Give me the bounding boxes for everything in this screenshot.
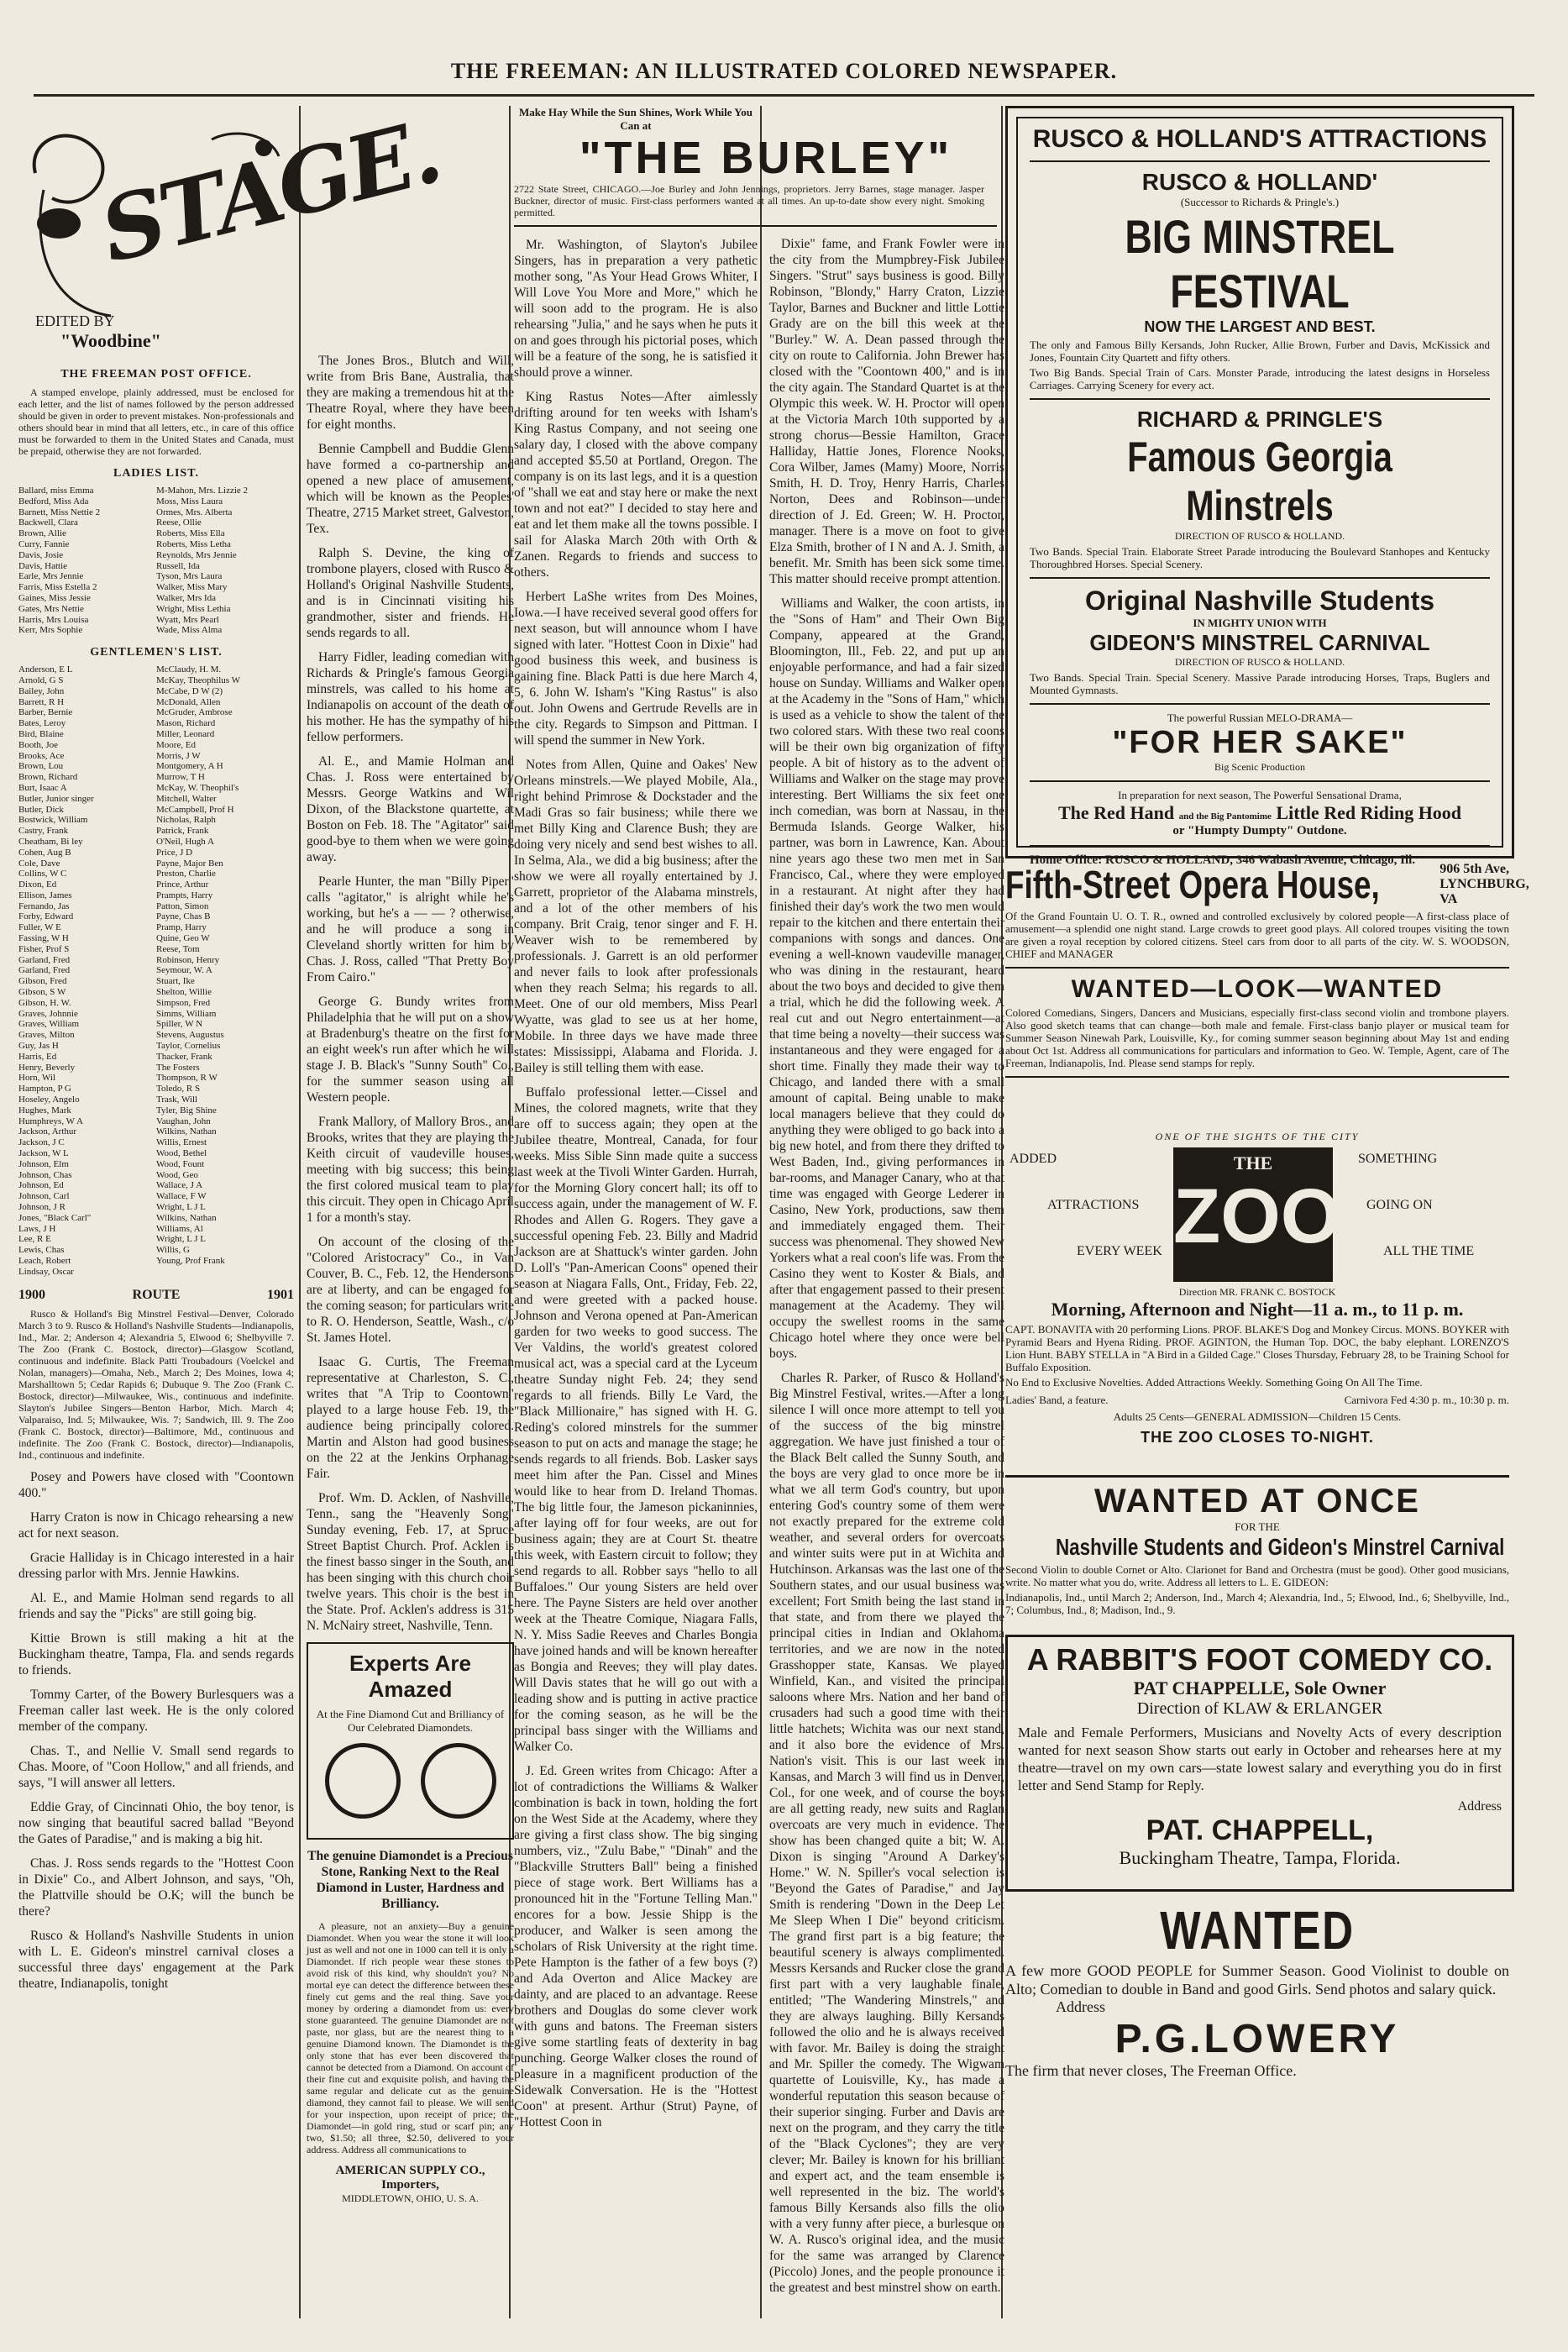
list-item: Payne, Major Ben <box>156 858 223 869</box>
gentlemen-list-title: GENTLEMEN'S LIST. <box>90 646 223 659</box>
article-paragraph: Chas. J. Ross sends regards to the "Hottest Coon in Dixie" Co., and Albert Johnson, and says, "Oh, the Plattville should be O.K; will the bunch be there? <box>18 1856 294 1919</box>
list-item: Cheatham, Bi ley <box>18 836 83 847</box>
wanted2-text: A few more GOOD PEOPLE for Summer Season. Good Violinist to double on Alto; Comedian to double in Band and good Girls. Send photos and salary quick. <box>1005 1962 1509 1998</box>
burley-sub: 2722 State Street, CHICAGO.—Joe Burley and John Jennings, proprietors. Jerry Barnes, stage manager. Jasper Buckner, director of music. First-class performers wanted at all times. An up-to-date show every night. Smoking permitted. <box>514 183 984 218</box>
list-item: Taylor, Cornelius <box>156 1041 221 1052</box>
rabbits-foot-ad <box>1005 1635 1514 1892</box>
article-paragraph: Isaac G. Curtis, The Freeman representative at Charleston, S. C., writes that "A Trip to Coontown" played to a large house Feb. 19, the audience being principally colored. Martin and Alston had good business on the 22 at the Jenkins Orphanage Fair. <box>307 1355 514 1481</box>
route-text: Rusco & Holland's Big Minstrel Festival—Denver, Colorado March 3 to 9. Rusco & Holland's Nashville Students—Indianapolis, Ind., Mar. 2; Anderson 4; Alexandria 5, Elwood 6; Shelbyville 7. The Zoo (Frank C. Bostock, director)—Glasgow Scotland, continuous and indefinite. Black Patti Troubadours (Voelckel and Nolan, managers)—Omaha, Neb., March 2; Des Moines, Iowa 4; Marshalltown 5; Cedar Rapids 6; Dubuque 9. The Zoo (Frank C. Bostock, director)—Milwaukee, Wis., continuous and indefinite. Slayton's Jubilee Singers—Benton Harbor, Mich. March 4; Valparaiso, Ind. 5; Milwaukee, Wis. 7; Sandwich, Ill. 9. The Zoo (Frank C. Bostock, director)—Baltimore, Md., continuous and indefinite. The Zoo (Frank C. Bostock, director)—Indianapolis, Ind., continuous and indefinite. <box>18 1307 294 1461</box>
wanted2-firm: The firm that never closes, The Freeman Office. <box>1005 2062 1297 2079</box>
list-item: Walker, Miss Mary <box>156 582 228 593</box>
list-item: Wood, Bethel <box>156 1148 207 1159</box>
article-paragraph: Charles R. Parker, of Rusco & Holland's Big Minstrel Festival, writes.—After a long silence I will once more attempt to tell you of the success of the big minstrel aggregation. We have just finished a tour of the Black Belt called the Sunny South, and the boys are very glad to once more be in what we all term God's country, but upon entering God's country some of them were not exactly prepared for the extreme cold weather, and several orders for overcoats and winter suits were put in at Wichita and Hutchinson. Arkansas was the last one of the Southern states, and our usual business was excellent; Fort Smith being the last stand in that state, and from there we played the principal cities in Indian and Oklahoma territories, and we are now in the noted Grasshopper state, Kansas. We played Winfield, Kan., and visited the principal saloons where Mrs. Nation and her band of crusaders had such a good time with their little hatchets; Wichita was our next stand, and it also bore the evidence of Mrs. Nation's visit. This is our last week in Kansas, and March 3 will find us in Denver, Col., for one week, and of course the boys are all getting ready, new suits and Raglan overcoats are very much in evidence. The show has been changed quite a bit; W. A. Dixon is singing "Around A Darkey's Home." W. N. Spiller's vocal selection is "Beyond the Gates of Paradise," and Jay Smith is rendering "Down in the Deep Let Me Sleep When I Die" beyond criticism. The grand first part is a big feature; the beautiful scenery is always complimented. Messrs Kersands and Rucker close the grand first part with a very laughable finale, entitled; "The Wandering Minstrels," and they are always laughing. Billy Kersands followed the olio and he is always received with favor. Mr. Bailey is doing the straight and Mr. Spiller the comedy. The Wigwam quartette of Louisville, Ky., has made a wonderful reputation this season because of their superior singing. Furber and Davis are next on the program, and they carry the title of the "Black Cyclones"; they are very clever; Mr. Bailey is known for his brilliant and expert act, and the team ensemble is well represented in the biz. The world's famous Billy Kersands also fills the olio with a very funny after piece, a burlesque on W. A. Rusco's original idea, and the music for the same was arranged by Clarence (Piccolo) Jones, and the people pronounce it the greatest and best minstrel show on earth. <box>769 1371 1004 2295</box>
list-item: Wright, L J L <box>156 1234 207 1245</box>
list-item: Bostwick, William <box>18 815 88 826</box>
list-item: Prampts, Harry <box>156 890 213 900</box>
list-item: Arnold, G S <box>18 675 64 685</box>
ladies-list-title: LADIES LIST. <box>113 467 199 480</box>
article-paragraph: Eddie Gray, of Cincinnati Ohio, the boy tenor, is now singing that beautiful sacred ballad "Beyond the Gates of Paradise," and is making a big hit. <box>18 1799 294 1846</box>
list-item: Davis, Hattie <box>18 560 68 571</box>
column-3b <box>769 236 1004 2327</box>
article-paragraph: Frank Mallory, of Mallory Bros., and Brooks, writes that they are playing the Keith circuit of vaudeville houses, meeting with big success; this being the first colored musical team to play this circuit. They open in Chicago April 1 for a month's stay. <box>307 1115 514 1225</box>
burley-name: "THE BURLEY" <box>579 133 953 183</box>
col3b-paragraphs <box>769 236 1004 2296</box>
burley-ad <box>514 106 953 183</box>
list-item: Price, J D <box>156 847 193 858</box>
list-item: Fernando, Jas <box>18 900 70 911</box>
list-item: Gibson, S W <box>18 987 66 998</box>
festival-text: The only and Famous Billy Kersands, John Rucker, Allie Brown, Furber and Davis, McKissick and Jones, Fountain City Quartett and fifty others. <box>1030 339 1490 364</box>
list-item: Murrow, T H <box>156 772 205 783</box>
list-item: Wood, Fount <box>156 1158 205 1169</box>
now-largest: NOW THE LARGEST AND BEST. <box>1144 318 1376 335</box>
list-item: Hoseley, Angelo <box>18 1095 80 1105</box>
list-item: Russell, Ida <box>156 560 200 571</box>
article-paragraph: Buffalo professional letter.—Cissel and Mines, the colored magnets, write that they are off to success again; they open at the Jubilee theatre, Montreal, Canada, for four weeks. Miss Sible Sinn made quite a success last week at the Tivoli Winter Garden. Hurrah, for the Morning Glory concert hall; its off to success again, under the management of W. F. Rhodes and Allen G. Rogers. They gave a successful opening Feb. 23. Billy and Madrid Jackson are at Shattuck's winter garden. John D. Loll's "Pan-American Coons" opened their season at Niagara Falls, Ont., Friday, Feb. 22, and were greeted with a packed house. Johnson and Verona opened at Pan-American garden for two weeks to good success. The Ver Valdins, the world's greatest colored musical act, was a special card at the Lyceum theatre Sunday night Feb. 24; they send regards to all friends. Billy Le Vard, the "Black Millionaire," has signed with H. G. Reding's colored minstrels for the summer season to put on acts and manage the stage; he sends regards to all friends. Bob. Lasker says meet him after the Pan. Cissel and Mines would like to hear from D. Ireland Thomas. The big little four, the Jameson pickaninnies, after laying off for four weeks, are out for business again; they are at Court St. theatre this week, with Eastern circuit to follow; they send regards to all. Robber says "hello to all Buffaloes." Our young Sisters are held over here. The Payne Sisters are held over another week at the Theatre Comique, Niagara Falls, N. Y. Miss Sadie Reeves and Charles Bongia have joined hands and will be known hereafter as Bongia and Reeves; they will play dates. Will Davis states that he will go out with a leading show and is putting in active practice for the coming season, as he will be the principal bass singer with the Williams and Walker Co. <box>514 1085 758 1754</box>
rabbit-theatre: Buckingham Theatre, Tampa, Florida. <box>1119 1847 1401 1868</box>
route-year-right: 1901 <box>267 1287 294 1302</box>
list-item: Morris, J W <box>156 750 201 761</box>
list-item: Earle, Mrs Jennie <box>18 571 84 582</box>
list-item: Ellison, James <box>18 890 72 900</box>
article-paragraph: Williams and Walker, the coon artists, in the "Sons of Ham" and Their Own Big Company, appeared at the Grand, Bloomington, Ill., Feb. 22, and put up an enjoyable performance, and had a fair sized house on Sunday. Williams and Walker open at the Academy in the "Sons of Ham," which is used as a vehicle to show the talent of the two colored stars. With these two real coons will be their own big organization of fifty people. A bit of history as to the advent of Williams and Walker on the stage may prove interesting. Bert Williams the six feet one inch comedian, was born at Nassau, in the Bermuda Islands. George Walker, his partner, was born in Lawrence, Kan. About nine years ago these two men met in San Francisco, Cal., where they were employed in a restaurant. At night after they had finished their day's work the two men would repair to the kitchen and there entertain their companions with songs and dances. One evening a well-known vaudeville manager, who was dining in the restaurant, heard about the two boys and decided to give them a trial, which he did the following week. A real cut and out Negro entertainment—at that time being a novelty—their success was instantaneous and they were engaged for a short time. Finally they made their way to Chicago, and landed there with a small amount of capital. Being unable to make local managers believe that they could do anything they were obliged to go back into a big new hotel, and from there they drifted to West Baden, Ind., giving performances in bar-rooms, and Manager Canary, who at that time was engaged with George Lederer in Casino, New York, productions, saw them and immediately engaged them. Their success was phenomenal. They showed New Yorkers what a real coon's life was. From the Casino they went to Koster & Bials, and after that engagement passed to their present management at the Academy. They will occupy the swellest rooms in the same Chicago hotel where they once were bell boys. <box>769 596 1004 1361</box>
opera-text: Of the Grand Fountain U. O. T. R., owned and controlled exclusively by colored people—A first-class place of amusement—a splendid one night stand. Large crowds to greet good plays. All colored troupes visiting the town are given a royal reception by colored citizens. Steel cars from door to all parts of the city. W. S. WOODSON, CHIEF and MANAGER <box>1005 910 1509 960</box>
wanted-at-once-ad <box>1005 1475 1509 1619</box>
ring-icon <box>325 1743 401 1819</box>
list-item: Booth, Joe <box>18 739 59 750</box>
zoo-ad <box>1005 1131 1509 1467</box>
list-item: Brown, Allie <box>18 528 66 539</box>
preparation: In preparation for next season, The Powerful Sensational Drama, <box>1118 789 1402 801</box>
article-paragraph: Gracie Halliday is in Chicago interested in a hair dressing parlor with Mrs. Jennie Hawkins. <box>18 1550 294 1581</box>
column-divider <box>299 106 301 2318</box>
route-year-left: 1900 <box>18 1287 45 1302</box>
list-item: Barrett, R H <box>18 696 65 707</box>
list-item: Bird, Blaine <box>18 728 64 739</box>
zoo-ladies-band: Ladies' Band, a feature. <box>1005 1394 1109 1406</box>
list-item: Thacker, Frank <box>156 1051 212 1062</box>
list-item: Harris, Ed <box>18 1051 57 1062</box>
list-item: Wade, Miss Alma <box>156 625 223 636</box>
wanted-once-for: FOR THE <box>1235 1520 1280 1533</box>
masthead-rule <box>34 94 1534 97</box>
list-item: Garland, Fred <box>18 954 71 965</box>
list-item: Laws, J H <box>18 1223 56 1234</box>
zoo-general: GENERAL ADMISSION <box>1194 1410 1308 1423</box>
list-item: Prince, Arthur <box>156 879 209 890</box>
list-item: Forby, Edward <box>18 911 74 922</box>
diamond-address: MIDDLETOWN, OHIO, U. S. A. <box>342 2192 479 2204</box>
zoo-children: —Children 15 Cents. <box>1308 1410 1402 1423</box>
diamond-text: A pleasure, not an anxiety—Buy a genuine Diamondet. When you wear the stone it will look just as well and not one in 1000 can tell it is only a Diamondet. If rich people wear these stones to avoid risk of this kind, why shouldn't you? No mortal eye can detect the difference between these finely cut gems and the real thing. Save your money by ordering a diamondet from us: every stone guaranteed. The genuine Diamondet are not paste, nor glass, but are the nearest thing to a genuine Diamond known. The Diamondet is the only stone that has ever been discovered that cannot be detected from a Diamond. On account of their fine cut and exquisite polish, and having the same regular and delicate cut as the genuine diamond, they cannot fail to please. We will send for your inspection, upon receipt of price; the Diamondet—in gold ring, stud or scarf pin; any two, $1.50; all three, $2.50, delivered to your address. Address all communications to <box>307 1920 514 2155</box>
list-item: Simms, William <box>156 1008 217 1019</box>
diamondet-ad <box>307 1642 514 1840</box>
list-item: Dixon, Ed <box>18 879 57 890</box>
list-item: Backwell, Clara <box>18 517 78 528</box>
list-item: Wallace, F W <box>156 1191 207 1202</box>
zoo-added: ADDED <box>1009 1152 1057 1166</box>
list-item: Castry, Frank <box>18 826 69 837</box>
list-item: Walker, Mrs Ida <box>156 592 217 603</box>
masthead: THE FREEMAN: AN ILLUSTRATED COLORED NEWSPAPER. <box>450 59 1118 83</box>
georgia-text: Two Bands. Special Train. Elaborate Street Parade introducing the Boulevard Stanhopes and Kentucky Thoroughbred Horses. Special Scenery. <box>1030 545 1490 570</box>
list-item: Montgomery, A H <box>156 761 223 772</box>
article-paragraph: Harry Craton is now in Chicago rehearsing a new act for next season. <box>18 1509 294 1541</box>
diamond-company: AMERICAN SUPPLY CO., Importers, <box>335 2164 485 2192</box>
wanted-once-line: Nashville Students and Gideon's Minstrel Carnival <box>1056 1534 1505 1560</box>
column-three <box>514 106 1529 2327</box>
list-item: Lindsay, Oscar <box>18 1266 74 1277</box>
article-paragraph: The Jones Bros., Blutch and Will, write from Bris Bane, Australia, that they are making a tremendous hit at the Theatre Royal, where they have been for eight months. <box>307 354 514 432</box>
list-item: Pramp, Harry <box>156 922 207 933</box>
list-item: Gibson, Fred <box>18 976 67 987</box>
article-paragraph: Bennie Campbell and Buddie Glenn have formed a co-partnership and opened a new place of amusement, which will be known as the Peoples' Theatre, 2715 Market street, Galveston, Tex. <box>307 442 514 536</box>
opera-house-ad <box>1005 862 1529 1084</box>
list-item: Brooks, Ace <box>18 750 65 761</box>
zoo-attractions: ATTRACTIONS <box>1047 1198 1140 1212</box>
diamond-head: The genuine Diamondet is a Precious Stone, Ranking Next to the Real Diamond in Luster, Hardness and Brilliancy. <box>307 1849 513 1911</box>
list-item: Willis, Ernest <box>156 1137 207 1148</box>
list-item: Bedford, Miss Ada <box>18 496 89 507</box>
zoo-something: SOMETHING <box>1358 1152 1438 1166</box>
list-item: McCabe, D W (2) <box>156 685 223 696</box>
opera-title: Fifth-Street Opera House, <box>1005 863 1380 906</box>
nashville-text: Two Bands. Special Train. Special Scenery. Massive Parade introducing Horses, Traps, Buglers and Mounted Gymnasts. <box>1030 671 1490 696</box>
wanted-once-route: Indianapolis, Ind., until March 2; Anderson, Ind., March 4; Alexandria, Ind., 5; Elwood, Ind., 6; Shelbyville, Ind., 7; Columbus, Ind., 8; Madison, Ind., 9. <box>1005 1591 1509 1616</box>
zoo-all-time: ALL THE TIME <box>1383 1244 1475 1258</box>
list-item: Miller, Leonard <box>156 728 215 739</box>
list-item: Tyson, Mrs Laura <box>156 571 223 582</box>
richard-pringle: RICHARD & PRINGLE'S <box>1136 407 1383 432</box>
experts-title: Experts Are Amazed <box>349 1651 471 1702</box>
list-item: Ormes, Mrs. Alberta <box>156 507 233 517</box>
list-item: Gibson, H. W. <box>18 997 71 1008</box>
list-item: Mason, Richard <box>156 718 216 729</box>
rabbit-owner: PAT CHAPPELLE, Sole Owner <box>1133 1677 1387 1698</box>
list-item: Johnson, J R <box>18 1202 66 1212</box>
column-ads <box>1005 106 1529 2327</box>
list-item: Moore, Ed <box>156 739 197 750</box>
direction-1: DIRECTION OF RUSCO & HOLLAND. <box>1174 530 1345 542</box>
list-item: Johnson, Elm <box>18 1158 69 1169</box>
burley-rule <box>514 218 997 227</box>
list-item: McGruder, Ambrose <box>156 707 233 718</box>
article-paragraph: On account of the closing of the "Colored Aristocracy" Co., in Van Couver, B. C., Feb. 12, the Hendersons are at liberty, and can be engaged for the coming season; for particulars write to R. O. Henderson, Seattle, Wash., c/o St. James Hotel. <box>307 1235 514 1345</box>
list-item: Willis, G <box>156 1245 190 1256</box>
for-her-sake: "FOR HER SAKE" <box>1112 725 1408 760</box>
list-item: Wilkins, Nathan <box>156 1126 217 1137</box>
list-item: Wood, Geo <box>156 1169 198 1180</box>
list-item: Simpson, Fred <box>156 997 211 1008</box>
ladies-list <box>18 486 294 636</box>
list-item: Moss, Miss Laura <box>156 496 223 507</box>
direction-2: DIRECTION OF RUSCO & HOLLAND. <box>1174 656 1345 668</box>
list-item: Cole, Dave <box>18 858 60 869</box>
burley-tagline: Make Hay While the Sun Shines, Work While You Can at <box>518 106 753 132</box>
rabbit-text: Male and Female Performers, Musicians and Novelty Acts of every description wanted for next season Show starts out early in October and rehearses here at my theatre—travel on my own cars—state lowest salary and everything you do in first letter and Send Stamp for Reply. <box>1018 1725 1502 1793</box>
list-item: Anderson, E L <box>18 664 73 675</box>
gentlemen-list <box>18 664 294 1277</box>
wanted2-title: WANTED <box>1160 1900 1355 1961</box>
list-item: Stuart, Ike <box>156 976 195 987</box>
article-paragraph: Herbert LaShe writes from Des Moines, Iowa.—I have received several good offers for next season, but will announce whom I have signed with later. "Hottest Coon in Dixie" had good business this week, and business is gaining fine. Black Patti is due here March 4, 5, 6. John W. Isham's "King Rastus" is also out. John Owens and Gertrude Revells are in the city. Regards to Simpson and Pittman. I will spend the summer in New York. <box>514 590 758 748</box>
post-office-text: A stamped envelope, plainly addressed, must be enclosed for each letter, and the list of names followed by the person addressed should be given in order to prevent mistakes. Non-professionals and others should bear in mind that all letters, etc., in care of this office must be forwarded to them in the United States and Canada, must be prepaid, otherwise they are not forwarded. <box>18 386 294 457</box>
article-paragraph: Notes from Allen, Quine and Oakes' New Orleans minstrels.—We played Mobile, Ala., right behind Primrose & Dockstader and the Madi Gras so fair business; while there we met Billy King and Clarence Bush; they are doing very nicely and send best wishes to all. In Selma, Ala., we did a big business; after the show we were all royally entertained by J. Garrett, proprietor of the Alabama minstrels, and a lot of the other members of his company. Brit Craig, tenor singer and F. H. Weaver wish to be remembered by professionals. J. Garrett is an old performer and never fails to look after professionals when they reach Selma; his regards to all. Meet. One of our old members, Miss Pearl Wyatte, was glad to see us at her home, Mobile. In three days we have made three states: Mississippi, Alabama and Florida. J. Bailey is still telling them with ease. <box>514 758 758 1075</box>
zoo-text: CAPT. BONAVITA with 20 performing Lions. PROF. BLAKE'S Dog and Monkey Circus. MONS. BOYKER with Pyramid Bears and Hyena Riding. PROF. AGINTON, the Human Top. DOC, the baby elephant. LORENZO'S Lion Hunt. BABY STELLA in "A Bird in a Gilded Cage." Closes Thursday, February 28, to be Training School for Buffalo Exposition. <box>1005 1323 1509 1373</box>
list-item: Wright, L J L <box>156 1202 207 1212</box>
article-paragraph: J. Ed. Green writes from Chicago: After a lot of contradictions the Williams & Walker combination is back in town, holding the fort on the West Side at the Academy, where they are giving a first class show. The big singing numbers, viz., "Zulu Babe," "Dinah" and the "Blackville Strutters Ball" being a finished piece of stage work. Bert Williams has a pronounced hit in the "Fortune Telling Man." encores for a bow. Jessie Shipp is the producer, and Walker is seen among the scholars of Risk University at the right time. Pete Hampton is the father of a few boys (?) and Ada Overton and Alice Mackey are dainty, and are placed to an advantage. Reese brothers and Douglas do some clever work with guns and batons. The Freeman sisters give some startling feats of dexterity in bag punching. George Walker closes the round of pleasure in a magnificent production of the Sidewalk Conversation. He is the "Hottest Coon" at present. Arthur (Strut) Payne, of "Hottest Coon in <box>514 1764 758 2129</box>
list-item: Wyatt, Mrs Pearl <box>156 614 219 625</box>
original-nashville: Original Nashville Students <box>1084 585 1435 616</box>
article-paragraph: Prof. Wm. D. Acklen, of Nashville, Tenn., sang the "Heavenly Song" Sunday evening, Feb. 17, at Spruce Street Baptist Church. Prof. Acklen is the finest basso singer in the South, and has been singing with this church choir twelve years. This choir is the best in the State. Prof. Acklen's address is 315 N. McNairy street, Nashville, Tenn. <box>307 1491 514 1633</box>
list-item: Brown, Richard <box>18 772 78 783</box>
lowery-wanted-ad <box>1005 1899 1509 2080</box>
list-item: Jackson, W L <box>18 1148 69 1159</box>
zoo-logo <box>1173 1147 1341 1282</box>
wanted-once-text: Second Violin to double Cornet or Alto. Clarionet for Band and Orchestra (must be good). Other good musicians, write. No matter what you do, write. Address all letters to L. E. GIDEON: <box>1005 1563 1509 1588</box>
list-item: Roberts, Miss Ella <box>156 528 225 539</box>
list-item: Horn, Wil <box>18 1073 55 1084</box>
list-item: McClaudy, H. M. <box>156 664 222 675</box>
list-item: Mitchell, Walter <box>156 793 217 804</box>
list-item: Farris, Miss Estella 2 <box>18 582 97 593</box>
zoo-the: THE <box>1233 1152 1273 1173</box>
list-item: Gates, Mrs Nettie <box>18 603 84 614</box>
rusco-line: RUSCO & HOLLAND' <box>1141 169 1378 195</box>
list-item: Jones, "Black Carl" <box>18 1212 92 1223</box>
article-paragraph: Al. E., and Mamie Holman send regards to all friends and say the "Picks" are still going big. <box>18 1590 294 1621</box>
article-paragraph: Chas. T., and Nellie V. Small send regards to Chas. Moore, of "Coon Hollow," and all friends, and says, "I will answer all letters. <box>18 1743 294 1790</box>
list-item: Thompson, R W <box>156 1073 218 1084</box>
stage-logo <box>18 99 448 358</box>
wanted-look: WANTED—LOOK—WANTED <box>1071 975 1444 1003</box>
zoo-sights: ONE OF THE SIGHTS OF THE CITY <box>1155 1131 1360 1142</box>
list-item: Stevens, Augustus <box>156 1030 224 1041</box>
list-item: Tyler, Big Shine <box>156 1105 217 1116</box>
rabbit-direction: Direction of KLAW & ERLANGER <box>1136 1699 1383 1718</box>
stage-title: STAGE. <box>91 99 448 283</box>
list-item: Leach, Robert <box>18 1255 71 1266</box>
route-header <box>18 1288 294 1303</box>
and-the: and the Big Pantomime <box>1178 811 1272 822</box>
list-item: Reese, Tom <box>156 943 200 954</box>
list-item: Butler, Junior singer <box>18 793 94 804</box>
festival-text-2: Two Big Bands. Special Train of Cars. Monster Parade, introducing the latest designs in Horseless Carriages. Carrying Scenery for every act. <box>1030 366 1490 391</box>
zoo-hours: Morning, Afternoon and Night—11 a. m., to 11 p. m. <box>1051 1299 1464 1320</box>
list-item: Cohen, Aug B <box>18 847 71 858</box>
list-item: Lewis, Chas <box>18 1245 65 1256</box>
rings-illustration <box>315 1743 506 1823</box>
list-item: Seymour, W. A <box>156 965 212 976</box>
list-item: McKay, Theophilus W <box>156 675 241 685</box>
list-item: Patton, Simon <box>156 900 209 911</box>
gideon-carnival: GIDEON'S MINSTREL CARNIVAL <box>1089 630 1430 655</box>
list-item: Toledo, R S <box>156 1084 201 1095</box>
col3a-paragraphs <box>514 237 758 2130</box>
article-paragraph: Harry Fidler, leading comedian with Richards & Pringle's famous Georgia minstrels, was called to his home at Indianapolis on account of the death of his mother. He has the sympathy of his fellow performers. <box>307 650 514 744</box>
zoo-carnivora: Carnivora Fed 4:30 p. m., 10:30 p. m. <box>1344 1394 1509 1406</box>
list-item: Roberts, Miss Letha <box>156 538 231 549</box>
list-item: Quine, Geo W <box>156 933 210 944</box>
list-item: Johnson, Ed <box>18 1180 64 1191</box>
zoo-word: ZOO <box>1173 1173 1341 1259</box>
col1-paragraphs <box>18 1469 294 1992</box>
list-item: McKay, W. Theophil's <box>156 782 239 793</box>
list-item: Graves, Milton <box>18 1030 75 1041</box>
list-item: Wallace, J A <box>156 1180 203 1191</box>
list-item: Patrick, Frank <box>156 826 209 837</box>
list-item: McDonald, Allen <box>156 696 221 707</box>
edited-by: EDITED BY <box>35 312 115 329</box>
rabbit-address-label: Address <box>1457 1799 1502 1814</box>
zoo-adults: Adults 25 Cents— <box>1113 1410 1195 1423</box>
rusco-successor: (Successor to Richards & Pringle's.) <box>1180 196 1340 208</box>
little-red: Little Red Riding Hood <box>1276 802 1462 823</box>
list-item: Vaughan, John <box>156 1116 211 1126</box>
home-office: Home Office: RUSCO & HOLLAND, 346 Wabash Avenue, Chicago, Ill. <box>1030 853 1416 867</box>
list-item: Robinson, Henry <box>156 954 220 965</box>
zoo-closes: THE ZOO CLOSES TO-NIGHT. <box>1141 1429 1374 1446</box>
list-item: Hampton, P G <box>18 1084 71 1095</box>
wanted-look-text: Colored Comedians, Singers, Dancers and Musicians, especially first-class second violin and trombone players. Also good sketch teams that can change—both male and female. First-class banjo player or musical team for Summer Season Ninewah Park, Louisville, Ky., for coming summer season beginning about May 1st and ending about Oct 1st. Address all communications for particulars and information to Geo. W. Temple, Agent, care of The Freeman, Indianapolis, Ind. Please send stamps for reply. <box>1005 1006 1509 1069</box>
ring-icon <box>421 1743 496 1819</box>
rabbit-title: A RABBIT'S FOOT COMEDY CO. <box>1026 1642 1493 1677</box>
mighty-union: IN MIGHTY UNION WITH <box>1193 617 1327 629</box>
red-hand: The Red Hand <box>1057 802 1175 823</box>
big-scenic: Big Scenic Production <box>1214 761 1305 773</box>
list-item: Collins, W C <box>18 869 67 879</box>
column-two <box>307 353 514 2327</box>
list-item: Johnson, Carl <box>18 1191 70 1202</box>
list-item: Reynolds, Mrs Jennie <box>156 549 237 560</box>
big-festival: BIG MINSTREL FESTIVAL <box>1125 210 1395 318</box>
zoo-novelties: No End to Exclusive Novelties. Added Attractions Weekly. Something Going On All The Time. <box>1005 1376 1423 1389</box>
list-item: Humphreys, W A <box>18 1116 83 1126</box>
opera-address: 906 5th Ave, LYNCHBURG, VA <box>1440 862 1529 906</box>
list-item: Brown, Lou <box>18 761 64 772</box>
article-paragraph: Al. E., and Mamie Holman and Chas. J. Ross were entertained by Messrs. George Watkins and Wil Dixon, of the Blackstone quartette, at Boston on Feb. 18. The "Agitator" said good-bye to them when we were going away. <box>307 754 514 864</box>
col2-paragraphs <box>307 353 514 1634</box>
list-item: Curry, Fannie <box>18 538 70 549</box>
list-item: Trask, Will <box>156 1095 198 1105</box>
russian-drama: The powerful Russian MELO-DRAMA— <box>1167 711 1353 724</box>
list-item: Bates, Leroy <box>18 718 66 729</box>
article-paragraph: Pearle Hunter, the man "Billy Piper" calls "agitator," is alright while he's working, but he's a — — ? otherwise, and he will produce a song in Cleveland shortly written for him by Chas. J. Ross, called "That Pretty Boy From Cairo." <box>307 874 514 984</box>
list-item: Kerr, Mrs Sophie <box>18 625 83 636</box>
route-title: ROUTE <box>132 1287 181 1302</box>
list-item: Lee, R E <box>18 1234 51 1245</box>
humpty: or "Humpty Dumpty" Outdone. <box>1172 824 1347 837</box>
zoo-every-week: EVERY WEEK <box>1077 1244 1162 1258</box>
list-item: Davis, Josie <box>18 549 64 560</box>
list-item: Bailey, John <box>18 685 65 696</box>
list-item: Wilkins, Nathan <box>156 1212 217 1223</box>
list-item: Harris, Mrs Louisa <box>18 614 89 625</box>
rusco-header: RUSCO & HOLLAND'S ATTRACTIONS <box>1032 125 1487 153</box>
list-item: Barber, Bernie <box>18 707 73 718</box>
list-item: Johnson, Chas <box>18 1169 72 1180</box>
list-item: Graves, Johnnie <box>18 1008 78 1019</box>
list-item: Butler, Dick <box>18 804 64 815</box>
list-item: Spiller, W N <box>156 1019 203 1030</box>
article-paragraph: Rusco & Holland's Nashville Students in union with L. E. Gideon's minstrel carnival closes a successful three days' engagement at the Park theatre, Indianapolis, tonight <box>18 1928 294 1991</box>
zoo-going-on: GOING ON <box>1366 1198 1433 1212</box>
list-item: Guy, Jas H <box>18 1041 59 1052</box>
article-paragraph: Tommy Carter, of the Bowery Burlesquers was a Freeman caller last week. He is the only colored member of the company. <box>18 1687 294 1734</box>
rusco-holland-ad <box>1005 106 1514 867</box>
list-item: Burt, Isaac A <box>18 782 67 793</box>
list-item: Williams, Al <box>156 1223 203 1234</box>
list-item: Gaines, Miss Jessie <box>18 592 91 603</box>
zoo-direction: Direction MR. FRANK C. BOSTOCK <box>1178 1286 1336 1298</box>
list-item: Preston, Charlie <box>156 869 216 879</box>
list-item: O'Neil, Hugh A <box>156 836 214 847</box>
list-item: Nicholas, Ralph <box>156 815 216 826</box>
list-item: Reese, Ollie <box>156 517 202 528</box>
article-paragraph: Posey and Powers have closed with "Coontown 400." <box>18 1469 294 1500</box>
wanted2-name: P.G.LOWERY <box>1114 2017 1400 2061</box>
list-item: M-Mahon, Mrs. Lizzie 2 <box>156 486 249 496</box>
article-paragraph: Dixie" fame, and Frank Fowler were in the city from the Mumpbrey-Fisk Jubilee Singers. "Strut" says business is good. Billy Robinson, "Blondy," Harry Craton, Lizzie Taylor, Barnes and Buckner and little Lottie Grady are on the bill this week at the "Burley." W. A. Dean passed through the city on route to California. John Brewer has closed with the "Coontown 400," and is in the city again. The Standard Quartet is at the Olympic this week. W. H. Proctor will open at the Victoria March 10th supported by a strong chorus—Bessie Hamilton, Grace Halliday, Hattie Jones, Florence Nooks, Cora Wilber, James (Mamy) Moore, Norris Smith, H. D. Troy, Henry Harris, Charles Norton, Dees and Robinson—under direction of J. Ed. Green; W. H. Proctor, manager. There is a move on foot to give Elza Smith, brother of I N and A. J. Smith, a benefit. Mr. Smith has been sick some time. This matter should receive prompt attention. <box>769 237 1004 586</box>
list-item: Ballard, miss Emma <box>18 486 94 496</box>
list-item <box>156 1267 294 1278</box>
wanted2-address-label: Address <box>1056 1998 1105 2015</box>
list-item: Jackson, Arthur <box>18 1126 77 1137</box>
list-item: Fassing, W H <box>18 933 69 944</box>
list-item: Fisher, Prof S <box>18 943 70 954</box>
list-item: Jackson, J C <box>18 1137 65 1148</box>
article-paragraph: Mr. Washington, of Slayton's Jubilee Singers, has in preparation a very pathetic mother song, "As Your Head Grows Whiter, I Will Love You More and More," which he will soon add to the program. He is also rehearsing "Julia," and he says when he puts it on and goes through his pictorial poses, which will be a feature of the song, he is satisfied it should prove a winner. <box>514 238 758 380</box>
list-item: Payne, Chas B <box>156 911 211 922</box>
list-item: McCampbell, Prof H <box>156 804 234 815</box>
rabbit-name: PAT. CHAPPELL, <box>1146 1814 1374 1846</box>
famous-georgia: Famous Georgia Minstrels <box>1127 433 1392 529</box>
wanted-once-title: WANTED AT ONCE <box>1094 1483 1420 1520</box>
article-paragraph: Ralph S. Devine, the king of trombone players, closed with Rusco & Holland's Original Nashville Students, and is in Cincinnati visiting his grandmother, sister and friends. He sends regards to all. <box>307 546 514 640</box>
post-office-title: THE FREEMAN POST OFFICE. <box>60 368 252 381</box>
list-item: Hughes, Mark <box>18 1105 71 1116</box>
list-item: The Fosters <box>156 1062 200 1073</box>
list-item: Wright, Miss Lethia <box>156 603 231 614</box>
editor-name: "Woodbine" <box>60 330 161 351</box>
article-paragraph: George G. Bundy writes from Philadelphia that he will put on a show at Bradenburg's theatre on the first for an eight week's run after which he will stage J. B. Black's "Sunny South" Co., for the summer season using all Western people. <box>307 995 514 1105</box>
list-item: Graves, William <box>18 1019 80 1030</box>
list-item: Henry, Beverly <box>18 1062 76 1073</box>
article-paragraph: King Rastus Notes—After aimlessly drifting around for ten weeks with Isham's King Rastus Company, and not seeing one salary day, I closed with the above company and accepted $5.50 at Portland, Oregon. The company is on its last legs, and it is a question of "shall we eat and stay here or make the next town and not eat?" I decided to stay here and eat and let them make all the towns possible. I sail for Alaska March 20th with Orth & Zanen. Regards to friends and success to others. <box>514 390 758 580</box>
list-item: Barnett, Miss Nettie 2 <box>18 507 101 517</box>
list-item: Young, Prof Frank <box>156 1255 225 1266</box>
list-item: Garland, Fred <box>18 965 71 976</box>
list-item: Shelton, Willie <box>156 987 212 998</box>
list-item: Fuller, W E <box>18 922 61 933</box>
experts-subtitle: At the Fine Diamond Cut and Brilliancy of Our Celebrated Diamondets. <box>316 1708 505 1734</box>
article-paragraph: Kittie Brown is still making a hit at the Buckingham theatre, Tampa, Fla. and sends regards to friends. <box>18 1630 294 1677</box>
